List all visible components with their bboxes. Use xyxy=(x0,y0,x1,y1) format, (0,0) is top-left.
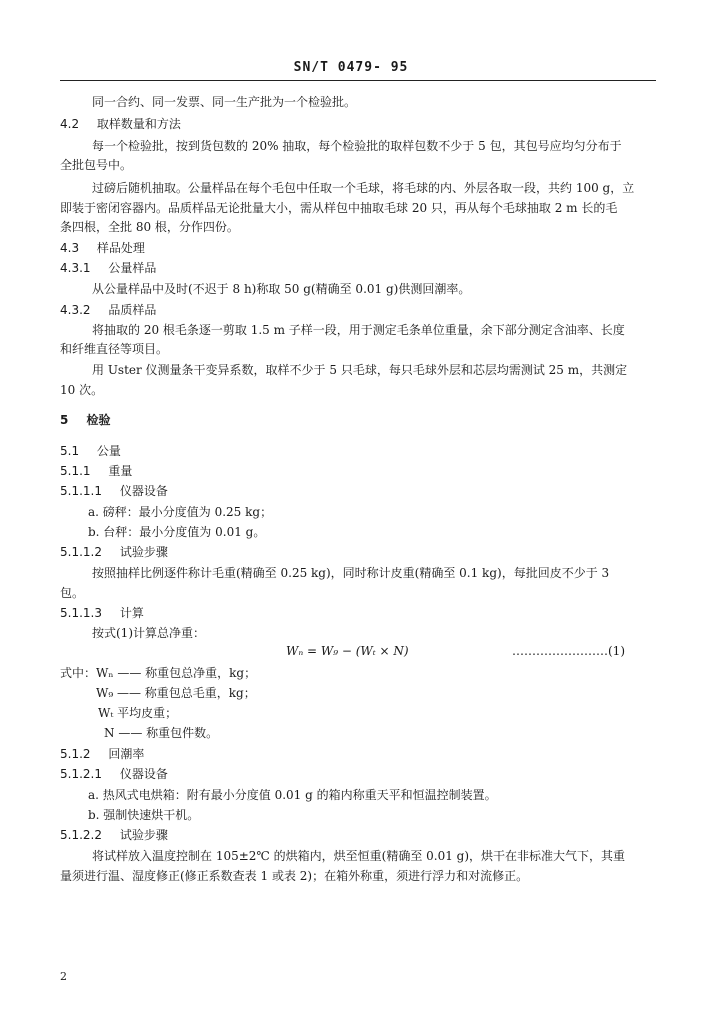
header-rule xyxy=(60,80,656,81)
section-title: 品质样品 xyxy=(108,303,157,317)
section-title: 仪器设备 xyxy=(119,767,168,781)
section-title: 取样数量和方法 xyxy=(96,117,181,131)
section-title: 检验 xyxy=(86,413,111,427)
section-5-1-heading xyxy=(60,443,121,459)
section-title: 公量样品 xyxy=(108,261,157,275)
paragraph-line: 条四根，全批 80 根，分作四份。 xyxy=(60,220,239,234)
paragraph-line: 按照抽样比例逐件称计毛重(精确至 0.25 kg)，同时称计皮重(精确至 0.1 kg)，每批回皮不少于 3 xyxy=(92,566,610,580)
section-number: 4.3.2 xyxy=(60,303,91,317)
section-4-3-1-heading xyxy=(60,260,156,276)
paragraph-line: 从公量样品中及时(不迟于 8 h)称取 50 g(精确至 0.01 g)供测回潮率。 xyxy=(92,282,471,296)
section-number: 5.1.1.3 xyxy=(60,606,102,620)
section-4-2-heading xyxy=(60,116,181,132)
paragraph-line: 即装于密闭容器内。品质样品无论批量大小，需从样包中抽取毛球 20 只，再从每个毛球抽取 2 m 长的毛 xyxy=(60,201,618,215)
section-5-1-1-heading xyxy=(60,463,132,479)
section-number: 5.1 xyxy=(60,444,80,458)
page-number: 2 xyxy=(60,970,67,983)
paragraph-line: 将试样放入温度控制在 105±2℃ 的烘箱内，烘至恒重(精确至 0.01 g)，烘干在非标准大气下，其重 xyxy=(92,849,626,863)
section-title: 样品处理 xyxy=(96,241,145,255)
list-item: a. 磅秤：最小分度值为 0.25 kg； xyxy=(88,505,273,519)
paragraph-line: 每一个检验批，按到货包数的 20% 抽取，每个检验批的取样包数不少于 5 包，其包号应均匀分布于 xyxy=(92,139,622,153)
net-weight-formula: Wₙ = W₉ − (Wₜ × N) xyxy=(286,644,409,658)
section-title: 重量 xyxy=(108,464,133,478)
section-number: 5.1.2.2 xyxy=(60,828,102,842)
section-4-3-heading xyxy=(60,240,145,256)
formula-legend-item: W₉ —— 称重包总毛重，kg； xyxy=(96,686,256,700)
section-number: 5.1.2 xyxy=(60,747,91,761)
section-5-1-2-2-heading xyxy=(60,827,168,843)
section-title: 仪器设备 xyxy=(119,484,168,498)
section-5-1-1-2-heading xyxy=(60,544,168,560)
section-title: 试验步骤 xyxy=(119,828,168,842)
section-number: 4.3.1 xyxy=(60,261,91,275)
section-title: 计算 xyxy=(119,606,144,620)
section-number: 5.1.1.1 xyxy=(60,484,102,498)
section-number: 5.1.1 xyxy=(60,464,91,478)
paragraph-line: 过磅后随机抽取。公量样品在每个毛包中任取一个毛球，将毛球的内、外层各取一段，共约 100 g，立 xyxy=(92,181,635,195)
list-item: b. 台秤：最小分度值为 0.01 g。 xyxy=(88,525,266,539)
section-5-1-2-heading xyxy=(60,746,144,762)
section-number: 5 xyxy=(60,413,69,427)
section-number: 4.2 xyxy=(60,117,80,131)
section-title: 公量 xyxy=(96,444,121,458)
paragraph-line: 和纤维直径等项目。 xyxy=(60,342,169,356)
section-5-1-2-1-heading xyxy=(60,766,168,782)
section-4-3-2-heading xyxy=(60,302,156,318)
paragraph-line: 全批包号中。 xyxy=(60,158,133,172)
list-item: b. 强制快速烘干机。 xyxy=(88,808,200,822)
section-number: 5.1.1.2 xyxy=(60,545,102,559)
paragraph-line: 按式(1)计算总净重： xyxy=(92,626,205,640)
formula-legend-item: 式中：Wₙ —— 称重包总净重，kg； xyxy=(60,666,257,680)
paragraph-line: 同一合约、同一发票、同一生产批为一个检验批。 xyxy=(92,95,357,109)
paragraph-line: 将抽取的 20 根毛条逐一剪取 1.5 m 子样一段，用于测定毛条单位重量，余下部分测定含油率、长度 xyxy=(92,323,625,337)
paragraph-line: 包。 xyxy=(60,586,85,600)
standard-number-header: SN/T 0479- 95 xyxy=(293,60,409,75)
paragraph-line: 10 次。 xyxy=(60,383,104,397)
section-number: 4.3 xyxy=(60,241,80,255)
formula-number: ……………………(1) xyxy=(512,644,625,658)
section-5-heading xyxy=(60,412,111,428)
section-number: 5.1.2.1 xyxy=(60,767,102,781)
section-5-1-1-3-heading xyxy=(60,605,144,621)
section-title: 回潮率 xyxy=(108,747,145,761)
list-item: a. 热风式电烘箱：附有最小分度值 0.01 g 的箱内称重天平和恒温控制装置。 xyxy=(88,788,497,802)
formula-legend-item: Wₜ 平均皮重； xyxy=(98,706,178,720)
formula-legend-item: N —— 称重包件数。 xyxy=(104,726,219,740)
section-title: 试验步骤 xyxy=(119,545,168,559)
paragraph-line: 用 Uster 仪测量条干变异系数，取样不少于 5 只毛球，每只毛球外层和芯层均需测试 25 m，共测定 xyxy=(92,363,628,377)
paragraph-line: 量须进行温、湿度修正(修正系数查表 1 或表 2)；在箱外称重，须进行浮力和对流修正。 xyxy=(60,869,529,883)
section-5-1-1-1-heading xyxy=(60,483,168,499)
